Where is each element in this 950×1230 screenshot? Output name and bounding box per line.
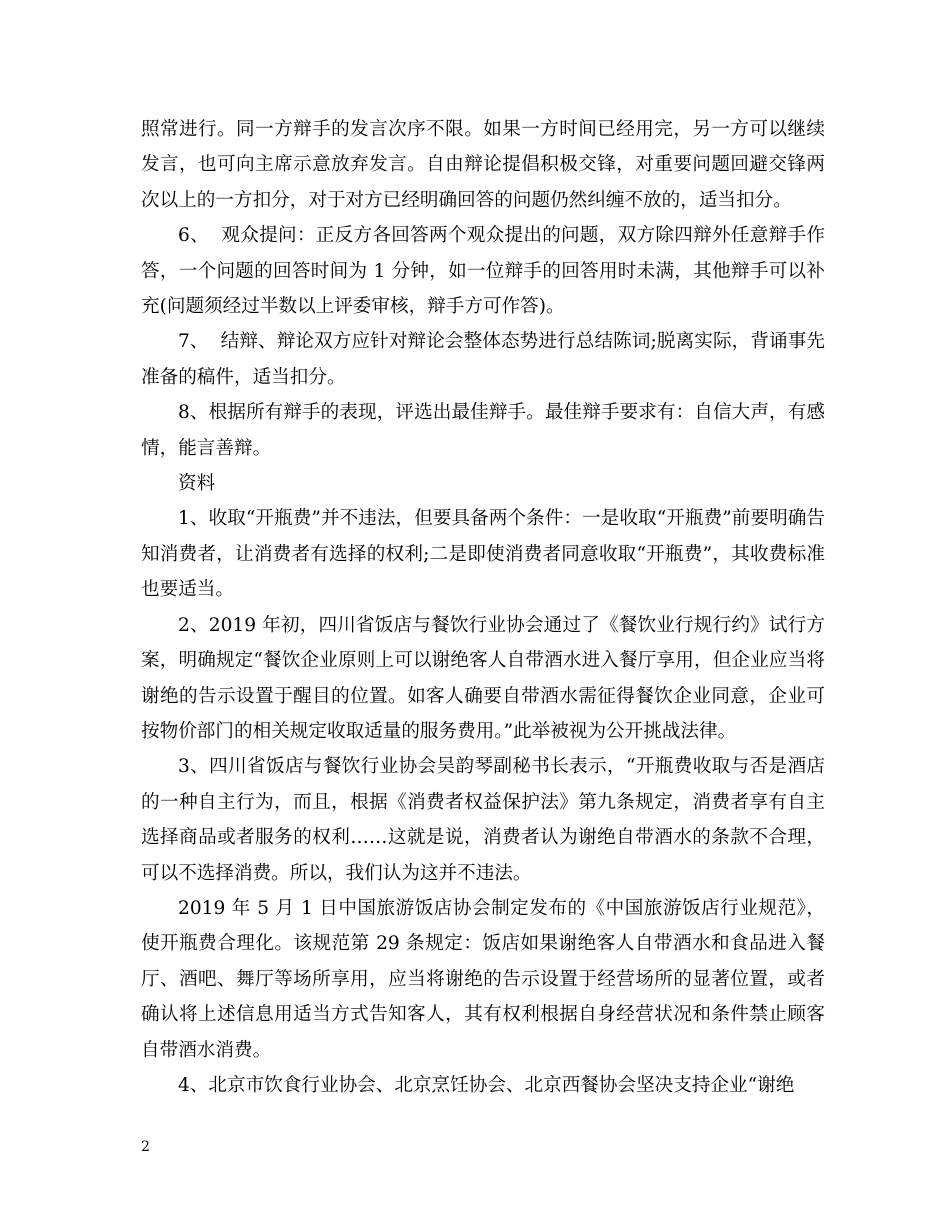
paragraph-material-3: 3、四川省饭店与餐饮行业协会吴韵琴副秘书长表示，“开瓶费收取与否是酒店的一种自主行为，而且，根据《消费者权益保护法》第九条规定，消费者享有自主选择商品或者服务的权利……这就是说，消费者认为谢绝自带酒水的条款不合理，可以不选择消费。所以，我们认为这并不违法。 — [141, 756, 825, 884]
paragraph-material-2: 2、2019 年初，四川省饭店与餐饮行业协会通过了《餐饮业行规行约》试行方案，明确规定“餐饮企业原则上可以谢绝客人自带酒水进入餐厅享用，但企业应当将谢绝的告示设置于醒目的位置。如客人确要自带酒水需征得餐饮企业同意，企业可按物价部门的相关规定收取适量的服务费用。”此举被视为公开挑战法律。 — [141, 614, 825, 742]
paragraph-best-debater: 8、根据所有辩手的表现，评选出最佳辩手。最佳辩手要求有：自信大声，有感情，能言善辩。 — [141, 402, 825, 459]
paragraph-free-debate-rules: 照常进行。同一方辩手的发言次序不限。如果一方时间已经用完，另一方可以继续发言，也可向主席示意放弃发言。自由辩论提倡积极交锋，对重要问题回避交锋两次以上的一方扣分，对于对方已经明确回答的问题仍然纠缠不放的，适当扣分。 — [141, 119, 825, 211]
document-body — [141, 112, 825, 1103]
paragraph-material-4: 4、北京市饮食行业协会、北京烹饪协会、北京西餐协会坚决支持企业“谢绝 — [178, 1074, 795, 1096]
paragraph-material-1: 1、收取“开瓶费”并不违法，但要具备两个条件：一是收取“开瓶费”前要明确告知消费者，让消费者有选择的权利;二是即使消费者同意收取“开瓶费”，其收费标准也要适当。 — [141, 508, 825, 601]
paragraph-closing-statements: 7、 结辩、辩论双方应针对辩论会整体态势进行总结陈词;脱离实际，背诵事先准备的稿件，适当扣分。 — [141, 331, 825, 388]
paragraph-audience-questions: 6、 观众提问：正反方各回答两个观众提出的问题，双方除四辩外任意辩手作答，一个问题的回答时间为 1 分钟，如一位辩手的回答用时未满，其他辩手可以补充(问题须经过半数以上评委审核，辩手方可作答)。 — [141, 225, 825, 318]
section-heading-materials: 资料 — [178, 473, 216, 495]
page-number: 2 — [141, 1139, 150, 1155]
paragraph-hotel-industry-norms: 2019 年 5 月 1 日中国旅游饭店协会制定发布的《中国旅游饭店行业规范》，使开瓶费合理化。该规范第 29 条规定：饭店如果谢绝客人自带酒水和食品进入餐厅、酒吧、舞厅等场所享用，应当将谢绝的告示设置于经营场所的显著位置，或者确认将上述信息用适当方式告知客人，其有权利根据自身经营状况和条件禁止顾客自带酒水消费。 — [141, 897, 825, 1061]
